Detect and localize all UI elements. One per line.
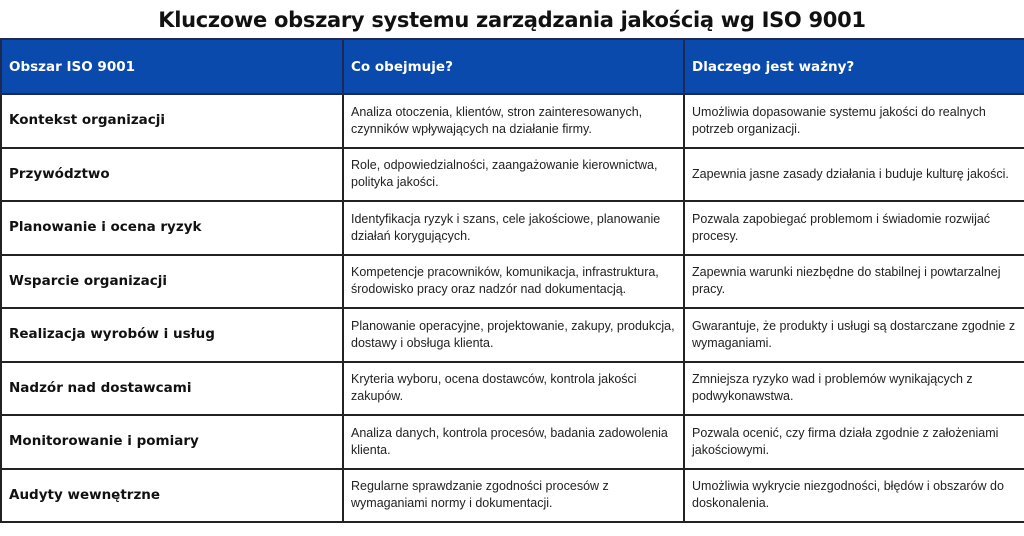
- table-row: [1, 362, 1024, 416]
- area-cell: Realizacja wyrobów i usług: [1, 308, 343, 362]
- why-cell: Umożliwia wykrycie niezgodności, błędów i obszarów do doskonalenia.: [684, 469, 1024, 523]
- scope-cell: Planowanie operacyjne, projektowanie, zakupy, produkcja, dostawy i obsługa klienta.: [343, 308, 684, 362]
- table-row: [1, 469, 1024, 523]
- table-row: [1, 255, 1024, 309]
- why-cell: Zapewnia jasne zasady działania i buduje kulturę jakości.: [684, 148, 1024, 202]
- scope-cell: Regularne sprawdzanie zgodności procesów z wymaganiami normy i dokumentacji.: [343, 469, 684, 523]
- area-cell: Audyty wewnętrzne: [1, 469, 343, 523]
- area-cell: Wsparcie organizacji: [1, 255, 343, 309]
- scope-cell: Kryteria wyboru, ocena dostawców, kontrola jakości zakupów.: [343, 362, 684, 416]
- column-header-why: Dlaczego jest ważny?: [684, 39, 1024, 94]
- why-cell: Pozwala ocenić, czy firma działa zgodnie z założeniami jakościowymi.: [684, 415, 1024, 469]
- scope-cell: Identyfikacja ryzyk i szans, cele jakościowe, planowanie działań korygujących.: [343, 201, 684, 255]
- scope-cell: Analiza otoczenia, klientów, stron zainteresowanych, czynników wpływających na działanie firmy.: [343, 94, 684, 148]
- table-row: [1, 308, 1024, 362]
- iso-areas-table: [0, 38, 1024, 523]
- why-cell: Gwarantuje, że produkty i usługi są dostarczane zgodnie z wymaganiami.: [684, 308, 1024, 362]
- scope-cell: Analiza danych, kontrola procesów, badania zadowolenia klienta.: [343, 415, 684, 469]
- area-cell: Kontekst organizacji: [1, 94, 343, 148]
- why-cell: Zapewnia warunki niezbędne do stabilnej i powtarzalnej pracy.: [684, 255, 1024, 309]
- table-row: [1, 415, 1024, 469]
- table-row: [1, 148, 1024, 202]
- area-cell: Nadzór nad dostawcami: [1, 362, 343, 416]
- area-cell: Przywództwo: [1, 148, 343, 202]
- area-cell: Monitorowanie i pomiary: [1, 415, 343, 469]
- scope-cell: Kompetencje pracowników, komunikacja, infrastruktura, środowisko pracy oraz nadzór nad dokumentacją.: [343, 255, 684, 309]
- column-header-scope: Co obejmuje?: [343, 39, 684, 94]
- why-cell: Pozwala zapobiegać problemom i świadomie rozwijać procesy.: [684, 201, 1024, 255]
- area-cell: Planowanie i ocena ryzyk: [1, 201, 343, 255]
- why-cell: Umożliwia dopasowanie systemu jakości do realnych potrzeb organizacji.: [684, 94, 1024, 148]
- column-header-area: Obszar ISO 9001: [1, 39, 343, 94]
- why-cell: Zmniejsza ryzyko wad i problemów wynikających z podwykonawstwa.: [684, 362, 1024, 416]
- table-header-row: [1, 39, 1024, 94]
- table-row: [1, 201, 1024, 255]
- page-title: Kluczowe obszary systemu zarządzania jakością wg ISO 9001: [158, 8, 866, 32]
- scope-cell: Role, odpowiedzialności, zaangażowanie kierownictwa, polityka jakości.: [343, 148, 684, 202]
- table-row: [1, 94, 1024, 148]
